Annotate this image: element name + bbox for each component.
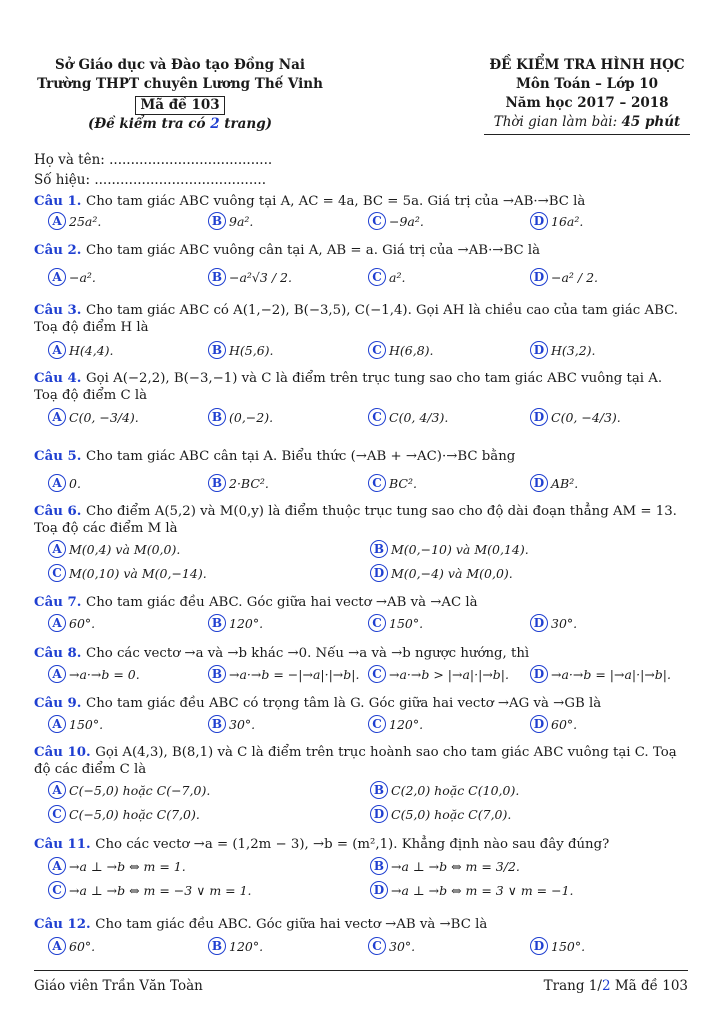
option-text: 60°. [69,938,96,954]
option-text: 60°. [69,615,96,631]
option-letter-circle: C [48,805,66,823]
question-number: Câu 1. [34,194,87,209]
question-text: Cho các vectơ →a và →b khác →0. Nếu →a và →b ngược hướng, thì [86,646,530,661]
option-text: −a²√3 / 2. [229,269,292,285]
question-text: Cho điểm A(5,2) và M(0,y) là điểm thuộc trục tung sao cho độ dài đoạn thẳng AM = 13. Toạ độ các điểm M là [34,504,677,536]
question-text: Cho tam giác đều ABC. Góc giữa hai vectơ →AB và →AC là [86,595,478,610]
option-text: →a·→b = 0. [69,666,140,682]
question-6 [34,503,688,537]
option-text: C(5,0) hoặc C(7,0). [391,806,512,822]
option-a[interactable] [48,540,180,558]
option-text: −a² / 2. [551,269,599,285]
option-c[interactable] [368,614,423,632]
option-text: −a². [69,269,96,285]
option-c[interactable] [368,341,434,359]
option-a[interactable] [48,857,186,875]
option-letter-circle: D [530,268,548,286]
option-text: 25a². [69,213,102,229]
question-5 [34,448,688,465]
option-letter-circle: B [208,614,226,632]
question-12 [34,916,688,933]
option-text: −9a². [389,213,424,229]
option-letter-circle: A [48,408,66,426]
question-8 [34,645,688,662]
question-text: Cho tam giác đều ABC có trọng tâm là G. Góc giữa hai vectơ →AG và →GB là [86,696,602,711]
option-text: H(6,8). [389,342,434,358]
option-letter-circle: B [208,268,226,286]
option-letter-circle: B [370,540,388,558]
question-number: Câu 10. [34,745,96,760]
option-letter-circle: A [48,715,66,733]
option-letter-circle: D [530,665,548,683]
question-9 [34,695,688,712]
option-letter-circle: B [208,937,226,955]
question-number: Câu 3. [34,303,87,318]
option-text: (0,−2). [229,409,274,425]
option-c[interactable] [48,881,252,899]
option-text: 150°. [551,938,586,954]
question-number: Câu 11. [34,837,96,852]
option-text: H(3,2). [551,342,596,358]
option-text: C(0, 4/3). [389,409,449,425]
option-letter-circle: A [48,540,66,558]
option-text: 120°. [229,938,264,954]
option-d[interactable] [530,408,621,426]
option-letter-circle: C [48,564,66,582]
option-b[interactable] [208,341,274,359]
question-text: Cho tam giác ABC vuông tại A, AC = 4a, BC = 5a. Giá trị của →AB·→BC là [86,194,586,209]
question-text: Cho tam giác ABC có A(1,−2), B(−3,5), C(−1,4). Gọi AH là chiều cao của tam giác ABC. Toạ độ điểm H là [34,303,679,335]
option-letter-circle: B [208,408,226,426]
option-letter-circle: C [368,937,386,955]
option-b[interactable] [208,715,255,733]
option-b[interactable] [208,614,263,632]
option-a[interactable] [48,474,81,492]
option-text: AB². [551,475,579,491]
option-text: H(5,6). [229,342,274,358]
option-letter-circle: C [368,614,386,632]
option-d[interactable] [370,881,574,899]
option-a[interactable] [48,937,95,955]
question-4 [34,370,688,404]
option-text: →a ⊥ →b ⇔ m = −3 ∨ m = 1. [69,882,252,898]
option-c[interactable] [368,408,448,426]
option-text: 120°. [389,716,424,732]
option-text: M(0,−4) và M(0,0). [391,565,513,581]
option-a[interactable] [48,408,139,426]
option-d[interactable] [530,341,596,359]
option-letter-circle: D [370,805,388,823]
option-b[interactable] [208,665,359,683]
option-letter-circle: A [48,268,66,286]
option-letter-circle: A [48,857,66,875]
exam-title: ĐỀ KIỂM TRA HÌNH HỌC [489,57,685,73]
question-number: Câu 12. [34,917,96,932]
option-letter-circle: B [370,857,388,875]
option-c[interactable] [368,937,415,955]
option-a[interactable] [48,665,140,683]
question-number: Câu 2. [34,243,87,258]
option-letter-circle: B [208,715,226,733]
question-3 [34,302,688,336]
option-text: BC². [389,475,417,491]
option-text: 9a². [229,213,254,229]
option-letter-circle: D [530,715,548,733]
option-text: C(0, −4/3). [551,409,621,425]
question-7 [34,594,688,611]
option-letter-circle: C [368,408,386,426]
option-text: C(−5,0) hoặc C(−7,0). [69,782,211,798]
question-text: Cho tam giác ABC vuông cân tại A, AB = a. Giá trị của →AB·→BC là [86,243,541,258]
question-text: Gọi A(−2,2), B(−3,−1) và C là điểm trên trục tung sao cho tam giác ABC vuông tại A. Toạ độ điểm C là [34,371,663,403]
school-name: Trường THPT chuyên Lương Thế Vinh [37,76,323,92]
option-letter-circle: D [530,614,548,632]
option-letter-circle: A [48,212,66,230]
question-text: Cho các vectơ →a = (1,2m − 3), →b = (m²,1). Khẳng định nào sau đây đúng? [95,837,610,852]
option-letter-circle: B [208,474,226,492]
option-letter-circle: D [530,341,548,359]
option-text: M(0,−10) và M(0,14). [391,541,529,557]
header-left [30,56,330,134]
option-b[interactable] [370,781,519,799]
question-text: Cho tam giác ABC cân tại A. Biểu thức (→AB + →AC)·→BC bằng [86,449,516,464]
option-letter-circle: A [48,665,66,683]
option-c[interactable] [48,805,200,823]
option-text: C(2,0) hoặc C(10,0). [391,782,520,798]
exam-code-box: Mã đề 103 [135,96,224,115]
option-text: M(0,10) và M(0,−14). [69,565,207,581]
option-text: M(0,4) và M(0,0). [69,541,181,557]
question-text: Gọi A(4,3), B(8,1) và C là điểm trên trục hoành sao cho tam giác ABC vuông tại C. Toạ độ các điểm C là [34,745,677,777]
option-text: →a·→b = |→a|·|→b|. [551,666,671,682]
option-b[interactable] [370,540,529,558]
option-letter-circle: D [530,937,548,955]
option-a[interactable] [48,212,101,230]
option-text: →a·→b > |→a|·|→b|. [389,666,509,682]
option-d[interactable] [530,715,577,733]
option-d[interactable] [530,665,671,683]
option-b[interactable] [208,408,273,426]
header-right [484,56,690,135]
question-number: Câu 6. [34,504,87,519]
subject: Môn Toán – Lớp 10 [515,76,659,92]
option-text: 150°. [389,615,424,631]
option-letter-circle: B [208,341,226,359]
question-number: Câu 4. [34,371,87,386]
option-d[interactable] [530,212,583,230]
option-letter-circle: A [48,341,66,359]
option-d[interactable] [530,474,578,492]
option-text: →a·→b = −|→a|·|→b|. [229,666,360,682]
option-text: 60°. [551,716,578,732]
department-name: Sở Giáo dục và Đào tạo Đồng Nai [55,57,305,73]
option-letter-circle: C [368,212,386,230]
question-number: Câu 9. [34,696,87,711]
option-text: →a ⊥ →b ⇔ m = 3 ∨ m = −1. [391,882,574,898]
question-10 [34,744,688,778]
option-letter-circle: A [48,781,66,799]
question-number: Câu 8. [34,646,87,661]
option-d[interactable] [370,805,511,823]
option-text: 30°. [229,716,256,732]
option-letter-circle: D [370,881,388,899]
option-text: 30°. [551,615,578,631]
option-letter-circle: C [368,474,386,492]
option-c[interactable] [368,474,417,492]
option-text: C(−5,0) hoặc C(7,0). [69,806,200,822]
option-text: 30°. [389,938,416,954]
option-b[interactable] [370,857,520,875]
option-text: →a ⊥ →b ⇔ m = 3/2. [391,858,520,874]
footer-divider [34,970,688,971]
question-2 [34,242,688,259]
option-a[interactable] [48,715,103,733]
option-c[interactable] [368,212,424,230]
option-letter-circle: C [368,268,386,286]
option-text: 2·BC². [229,475,269,491]
option-letter-circle: D [530,408,548,426]
option-letter-circle: A [48,614,66,632]
option-letter-circle: A [48,474,66,492]
option-a[interactable] [48,614,95,632]
option-text: H(4,4). [69,342,114,358]
school-year: Năm học 2017 – 2018 [505,95,669,111]
pages-note: (Đề kiểm tra có 2 trang) [87,116,273,132]
option-c[interactable] [48,564,207,582]
option-letter-circle: B [370,781,388,799]
option-text: 0. [69,475,81,491]
option-d[interactable] [530,614,577,632]
question-1 [34,193,688,210]
option-text: 150°. [69,716,104,732]
option-a[interactable] [48,268,96,286]
option-b[interactable] [208,268,292,286]
option-letter-circle: B [208,212,226,230]
option-text: C(0, −3/4). [69,409,139,425]
question-number: Câu 5. [34,449,87,464]
option-b[interactable] [208,212,253,230]
id-field: Số hiệu: ........................................ [34,172,266,188]
option-letter-circle: C [368,341,386,359]
option-d[interactable] [530,937,585,955]
option-text: a². [389,269,406,285]
option-letter-circle: D [530,212,548,230]
option-letter-circle: D [370,564,388,582]
option-letter-circle: C [48,881,66,899]
option-a[interactable] [48,781,210,799]
question-text: Cho tam giác đều ABC. Góc giữa hai vectơ →AB và →BC là [95,917,488,932]
option-text: 120°. [229,615,264,631]
question-number: Câu 7. [34,595,87,610]
option-d[interactable] [530,268,598,286]
option-c[interactable] [368,665,509,683]
option-b[interactable] [208,474,269,492]
name-field: Họ và tên: ...................................... [34,152,273,168]
option-letter-circle: A [48,937,66,955]
option-letter-circle: B [208,665,226,683]
teacher-name: Giáo viên Trần Văn Toàn [34,978,203,994]
option-b[interactable] [208,937,263,955]
option-letter-circle: C [368,665,386,683]
option-text: →a ⊥ →b ⇔ m = 1. [69,858,186,874]
option-text: 16a². [551,213,584,229]
question-11 [34,836,688,853]
option-letter-circle: C [368,715,386,733]
option-a[interactable] [48,341,114,359]
page-number: Trang 1/2 Mã đề 103 [543,978,688,994]
option-c[interactable] [368,268,405,286]
option-d[interactable] [370,564,513,582]
option-letter-circle: D [530,474,548,492]
option-c[interactable] [368,715,423,733]
time-limit: Thời gian làm bài: 45 phút [484,113,690,135]
